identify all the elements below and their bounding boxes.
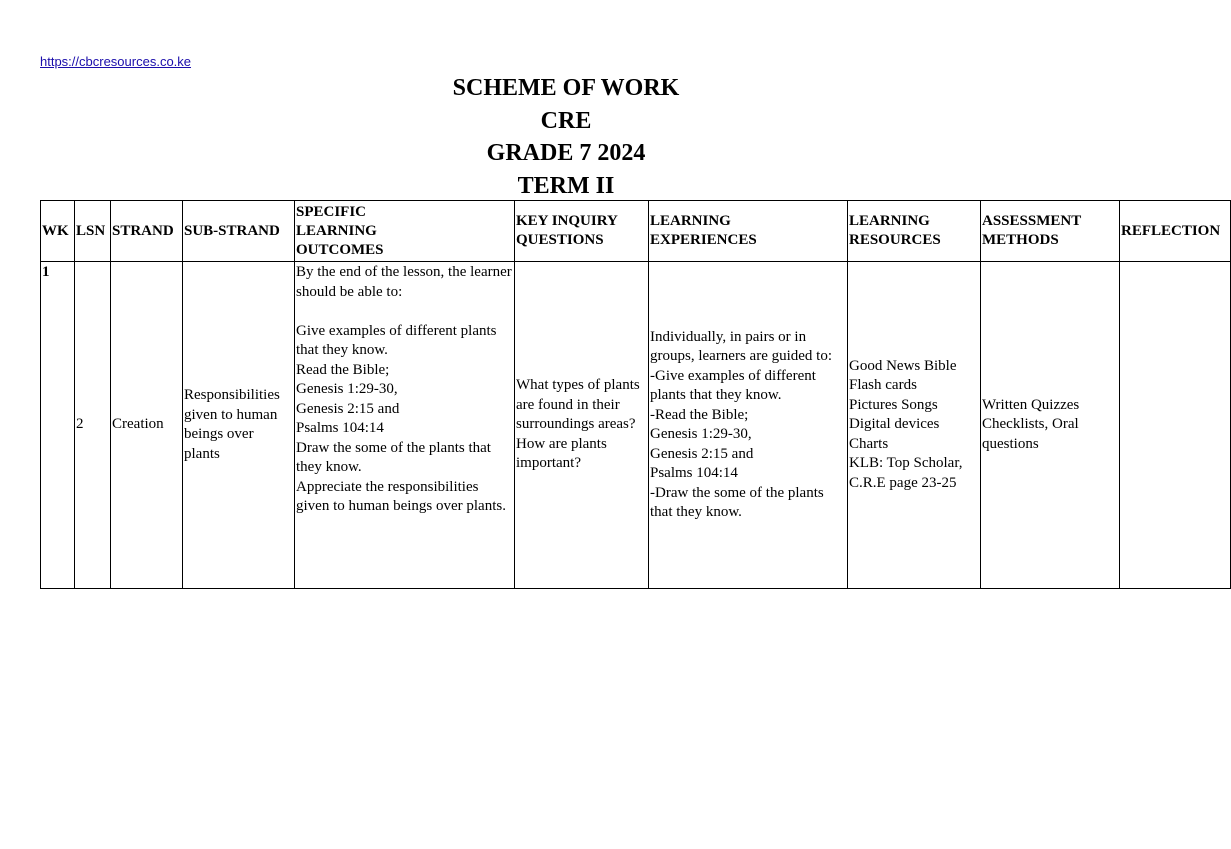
header-lsn: LSN: [75, 201, 111, 262]
header-experiences: LEARNING EXPERIENCES: [649, 201, 848, 262]
header-wk: WK: [41, 201, 75, 262]
header-questions: KEY INQUIRY QUESTIONS: [515, 201, 649, 262]
scheme-table: [40, 200, 1231, 589]
title-line-4: TERM II: [517, 172, 615, 199]
cell-experiences: Individually, in pairs or in groups, learners are guided to: -Give examples of different plants that they know. -Read the Bible; Genesis 1:29-30, Genesis 2:15 and Psalms 104:14 -Draw the some of the plants that they know.: [649, 262, 848, 589]
header-resources: LEARNING RESOURCES: [848, 201, 981, 262]
document-title-block: [366, 72, 766, 202]
table-row: [41, 262, 1231, 589]
cell-wk: 1: [41, 262, 75, 589]
cell-reflection: [1120, 262, 1231, 589]
header-assessment: ASSESSMENT METHODS: [981, 201, 1120, 262]
header-row: [41, 201, 1231, 262]
scheme-table-wrapper: [40, 200, 1221, 589]
header-strand: STRAND: [111, 201, 183, 262]
title-line-3: GRADE 7 2024: [486, 140, 646, 166]
cell-questions: What types of plants are found in their surroundings areas? How are plants important?: [515, 262, 649, 589]
header-sub-strand: SUB-STRAND: [183, 201, 295, 262]
cell-lsn: 2: [75, 262, 111, 589]
header-outcomes: SPECIFIC LEARNING OUTCOMES: [295, 201, 515, 262]
cell-assessment: Written Quizzes Checklists, Oral questions: [981, 262, 1120, 589]
title-line-2: CRE: [540, 107, 592, 134]
header-reflection: REFLECTION: [1120, 201, 1231, 262]
source-link[interactable]: https://cbcresources.co.ke: [40, 54, 192, 69]
title-line-1: SCHEME OF WORK: [452, 75, 680, 101]
cell-sub-strand: Responsibilities given to human beings over plants: [183, 262, 295, 589]
cell-strand: Creation: [111, 262, 183, 589]
cell-resources: Good News Bible Flash cards Pictures Songs Digital devices Charts KLB: Top Scholar, C.R.E page 23-25: [848, 262, 981, 589]
cell-outcomes: By the end of the lesson, the learner should be able to: Give examples of different plants that they know. Read the Bible; Genesis 1:29-30, Genesis 2:15 and Psalms 104:14 Draw the some of the plants that they know. Appreciate the responsibilities given to human beings over plants.: [295, 262, 515, 589]
